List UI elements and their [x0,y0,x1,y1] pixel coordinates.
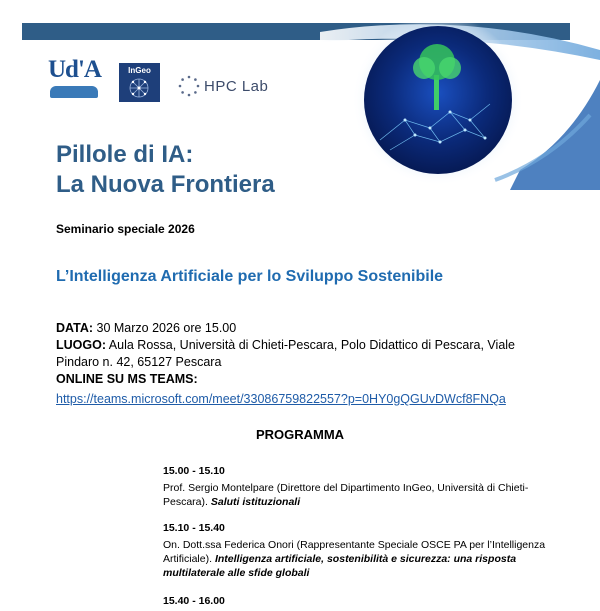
program-item [163,594,563,611]
page-title [56,140,356,200]
program-talk: Intelligenza artificiale, sostenibilità e sicurezza: una risposta multilaterale alle sfide globali [163,553,517,579]
program-time: 15.10 - 15.40 [163,522,225,534]
uda-logo [48,56,100,100]
location-label: LUOGO: [56,338,106,352]
ingeo-logo [119,63,160,102]
hpc-lab-text: HPC Lab [204,77,269,95]
uda-logo-base [50,86,98,98]
location-value: Aula Rossa, Università di Chieti-Pescara, Polo Didattico di Pescara, Viale Pindaro n. 42, 65127 Pescara [56,338,516,369]
program-speaker: On. Dott.ssa Federica Onori (Rappresentante Speciale OSCE PA per l’Intelligenza Artificiale). [163,539,546,565]
hpc-lab-logo [178,74,268,98]
ingeo-logo-text: InGeo [128,66,151,75]
program-item [163,464,563,509]
dots-circle-icon [178,75,200,97]
program-time: 15.40 - 16.00 [163,595,225,607]
program-item [163,521,563,580]
date-value: 30 Marzo 2026 ore 15.00 [96,321,237,335]
online-line [56,371,536,388]
program-heading: PROGRAMMA [255,427,345,442]
network-icon [126,76,152,100]
uda-logo-text: Ud'A [48,56,101,83]
seminar-subtitle: Seminario speciale 2026 [56,222,195,236]
program-speaker: Prof. Sergio Montelpare (Direttore del Dipartimento InGeo, Università di Chieti-Pescara). [163,482,529,508]
location-line [56,337,536,371]
teams-link[interactable]: https://teams.microsoft.com/meet/33086759822557?p=0HY0gQGUvDWcf8FNQa [56,392,506,406]
seminar-topic: L’Intelligenza Artificiale per lo Sviluppo Sostenibile [56,268,444,285]
program-time: 15.00 - 15.10 [163,465,225,477]
date-line [56,320,536,337]
hero-globe-image [320,20,600,190]
title-line-1: Pillole di IA: [56,141,194,168]
event-info [56,320,536,388]
date-label: DATA: [56,321,94,335]
title-line-2: La Nuova Frontiera [56,171,275,198]
program-talk: Saluti istituzionali [210,496,301,508]
online-label: ONLINE SU MS TEAMS: [56,372,198,386]
